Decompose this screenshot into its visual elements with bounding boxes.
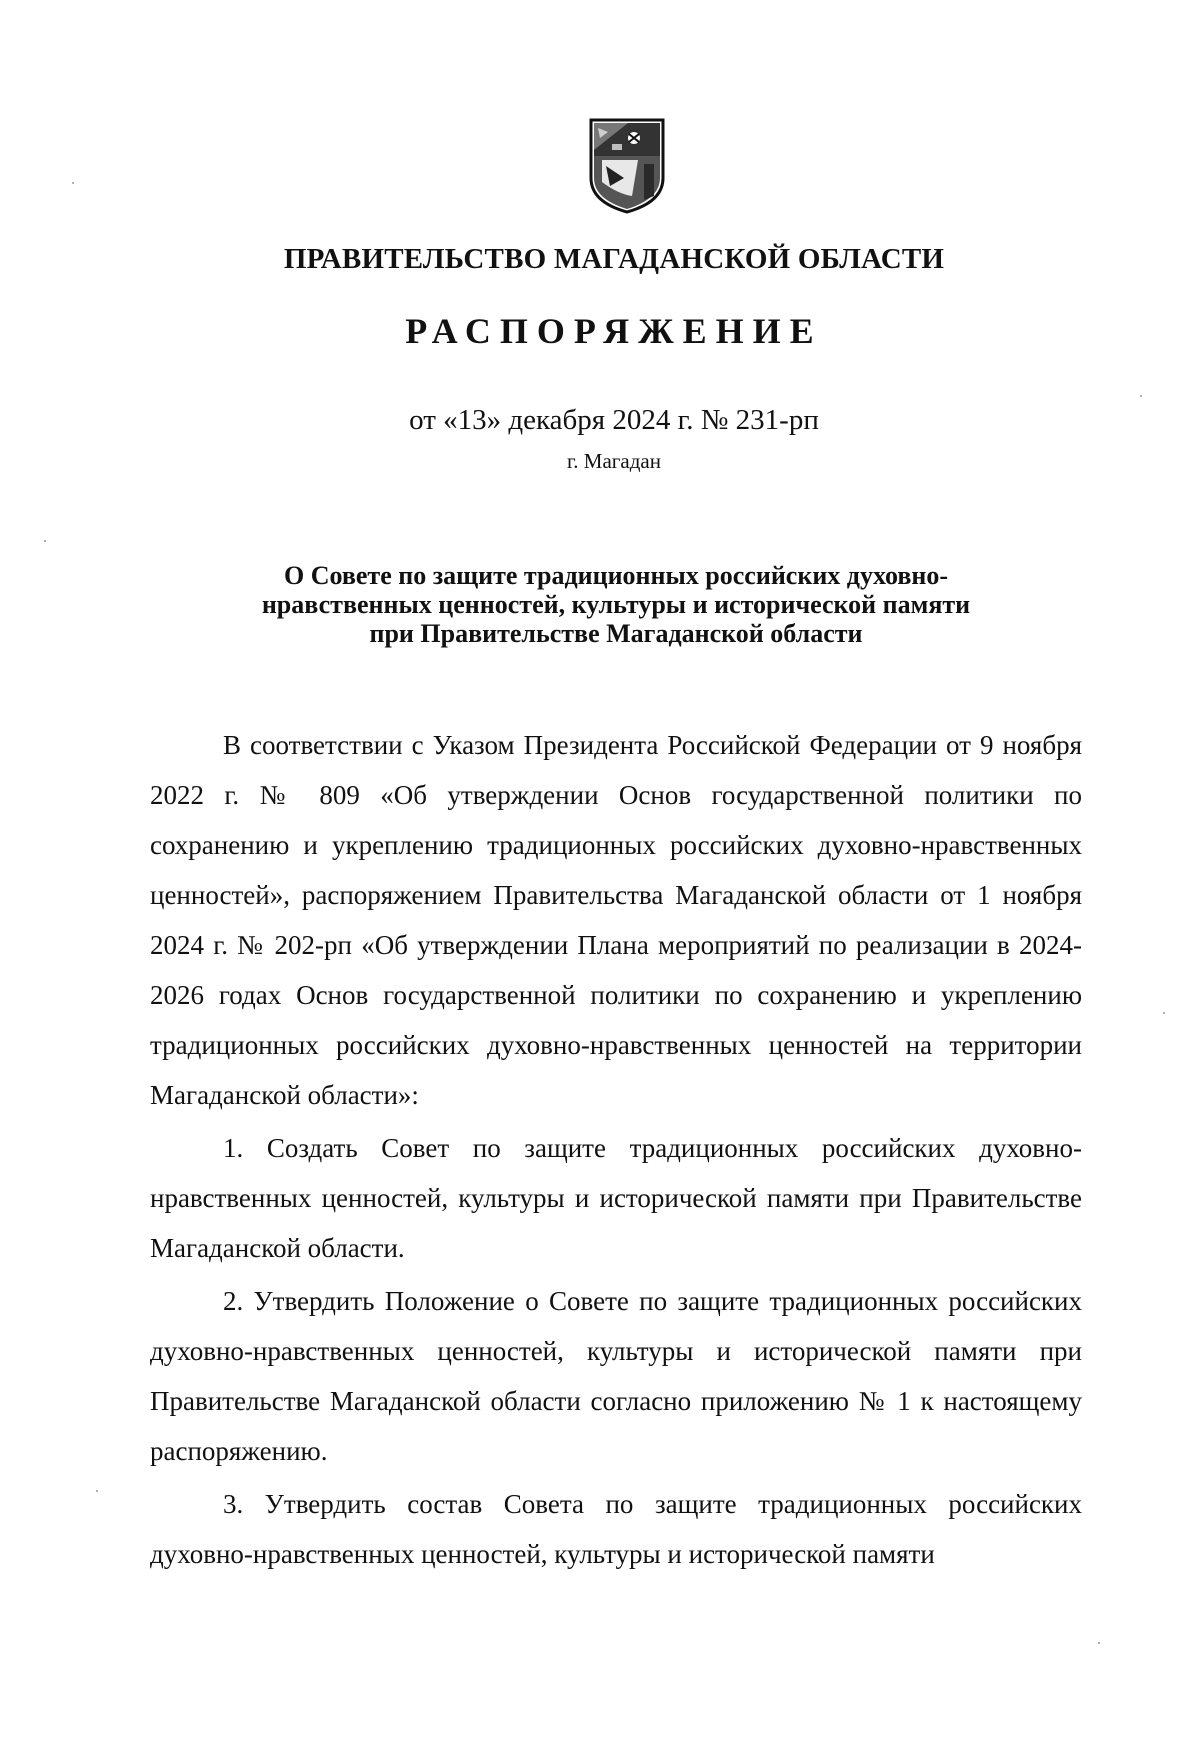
scan-speck xyxy=(44,540,46,542)
scan-speck xyxy=(1140,395,1142,397)
document-city: г. Магадан xyxy=(567,449,661,473)
body-paragraph-item-3: 3. Утвердить состав Совета по защите традиционных российских духовно-нравственных ценностей, культуры и исторической памяти xyxy=(150,1489,1082,1569)
subject-line: при Правительстве Магаданской области xyxy=(369,619,863,648)
coat-of-arms-icon xyxy=(588,116,666,214)
document-body xyxy=(150,720,1082,1579)
body-paragraph-preamble: В соответствии с Указом Президента Российской Федерации от 9 ноября 2022 г. № 809 «Об утверждении Основ государственной политики по сохранению и укреплению традиционных российских духовно-нравственных ценностей», распоряжением Правительства Магаданской области от 1 ноября 2024 г. № 202-рп «Об утверждении Плана мероприятий по реализации в 2024-2026 годах Основ государственной политики по сохранению и укреплению традиционных российских духовно-нравственных ценностей на территории Магаданской области»: xyxy=(150,730,1082,1110)
document-type-title: РАСПОРЯЖЕНИЕ xyxy=(405,311,823,351)
body-paragraph-item-2: 2. Утвердить Положение о Совете по защите традиционных российских духовно-нравственных ценностей, культуры и исторической памяти при Правительстве Магаданской области согласно приложению № 1 к настоящему распоряжению. xyxy=(150,1286,1082,1466)
scan-speck xyxy=(72,182,74,184)
body-paragraph-item-1: 1. Создать Совет по защите традиционных российских духовно-нравственных ценностей, культуры и исторической памяти при Правительстве Магаданской области. xyxy=(150,1133,1082,1263)
scan-speck xyxy=(96,1490,98,1492)
scan-speck xyxy=(1098,1642,1100,1644)
document-date-number: от «13» декабря 2024 г. № 231-рп xyxy=(409,404,819,436)
document-subject xyxy=(150,561,1082,648)
government-title: ПРАВИТЕЛЬСТВО МАГАДАНСКОЙ ОБЛАСТИ xyxy=(283,243,945,275)
subject-line: нравственных ценностей, культуры и исторической памяти xyxy=(261,590,971,619)
subject-line: О Совете по защите традиционных российских духовно- xyxy=(283,561,948,590)
scan-speck xyxy=(1163,1012,1165,1014)
